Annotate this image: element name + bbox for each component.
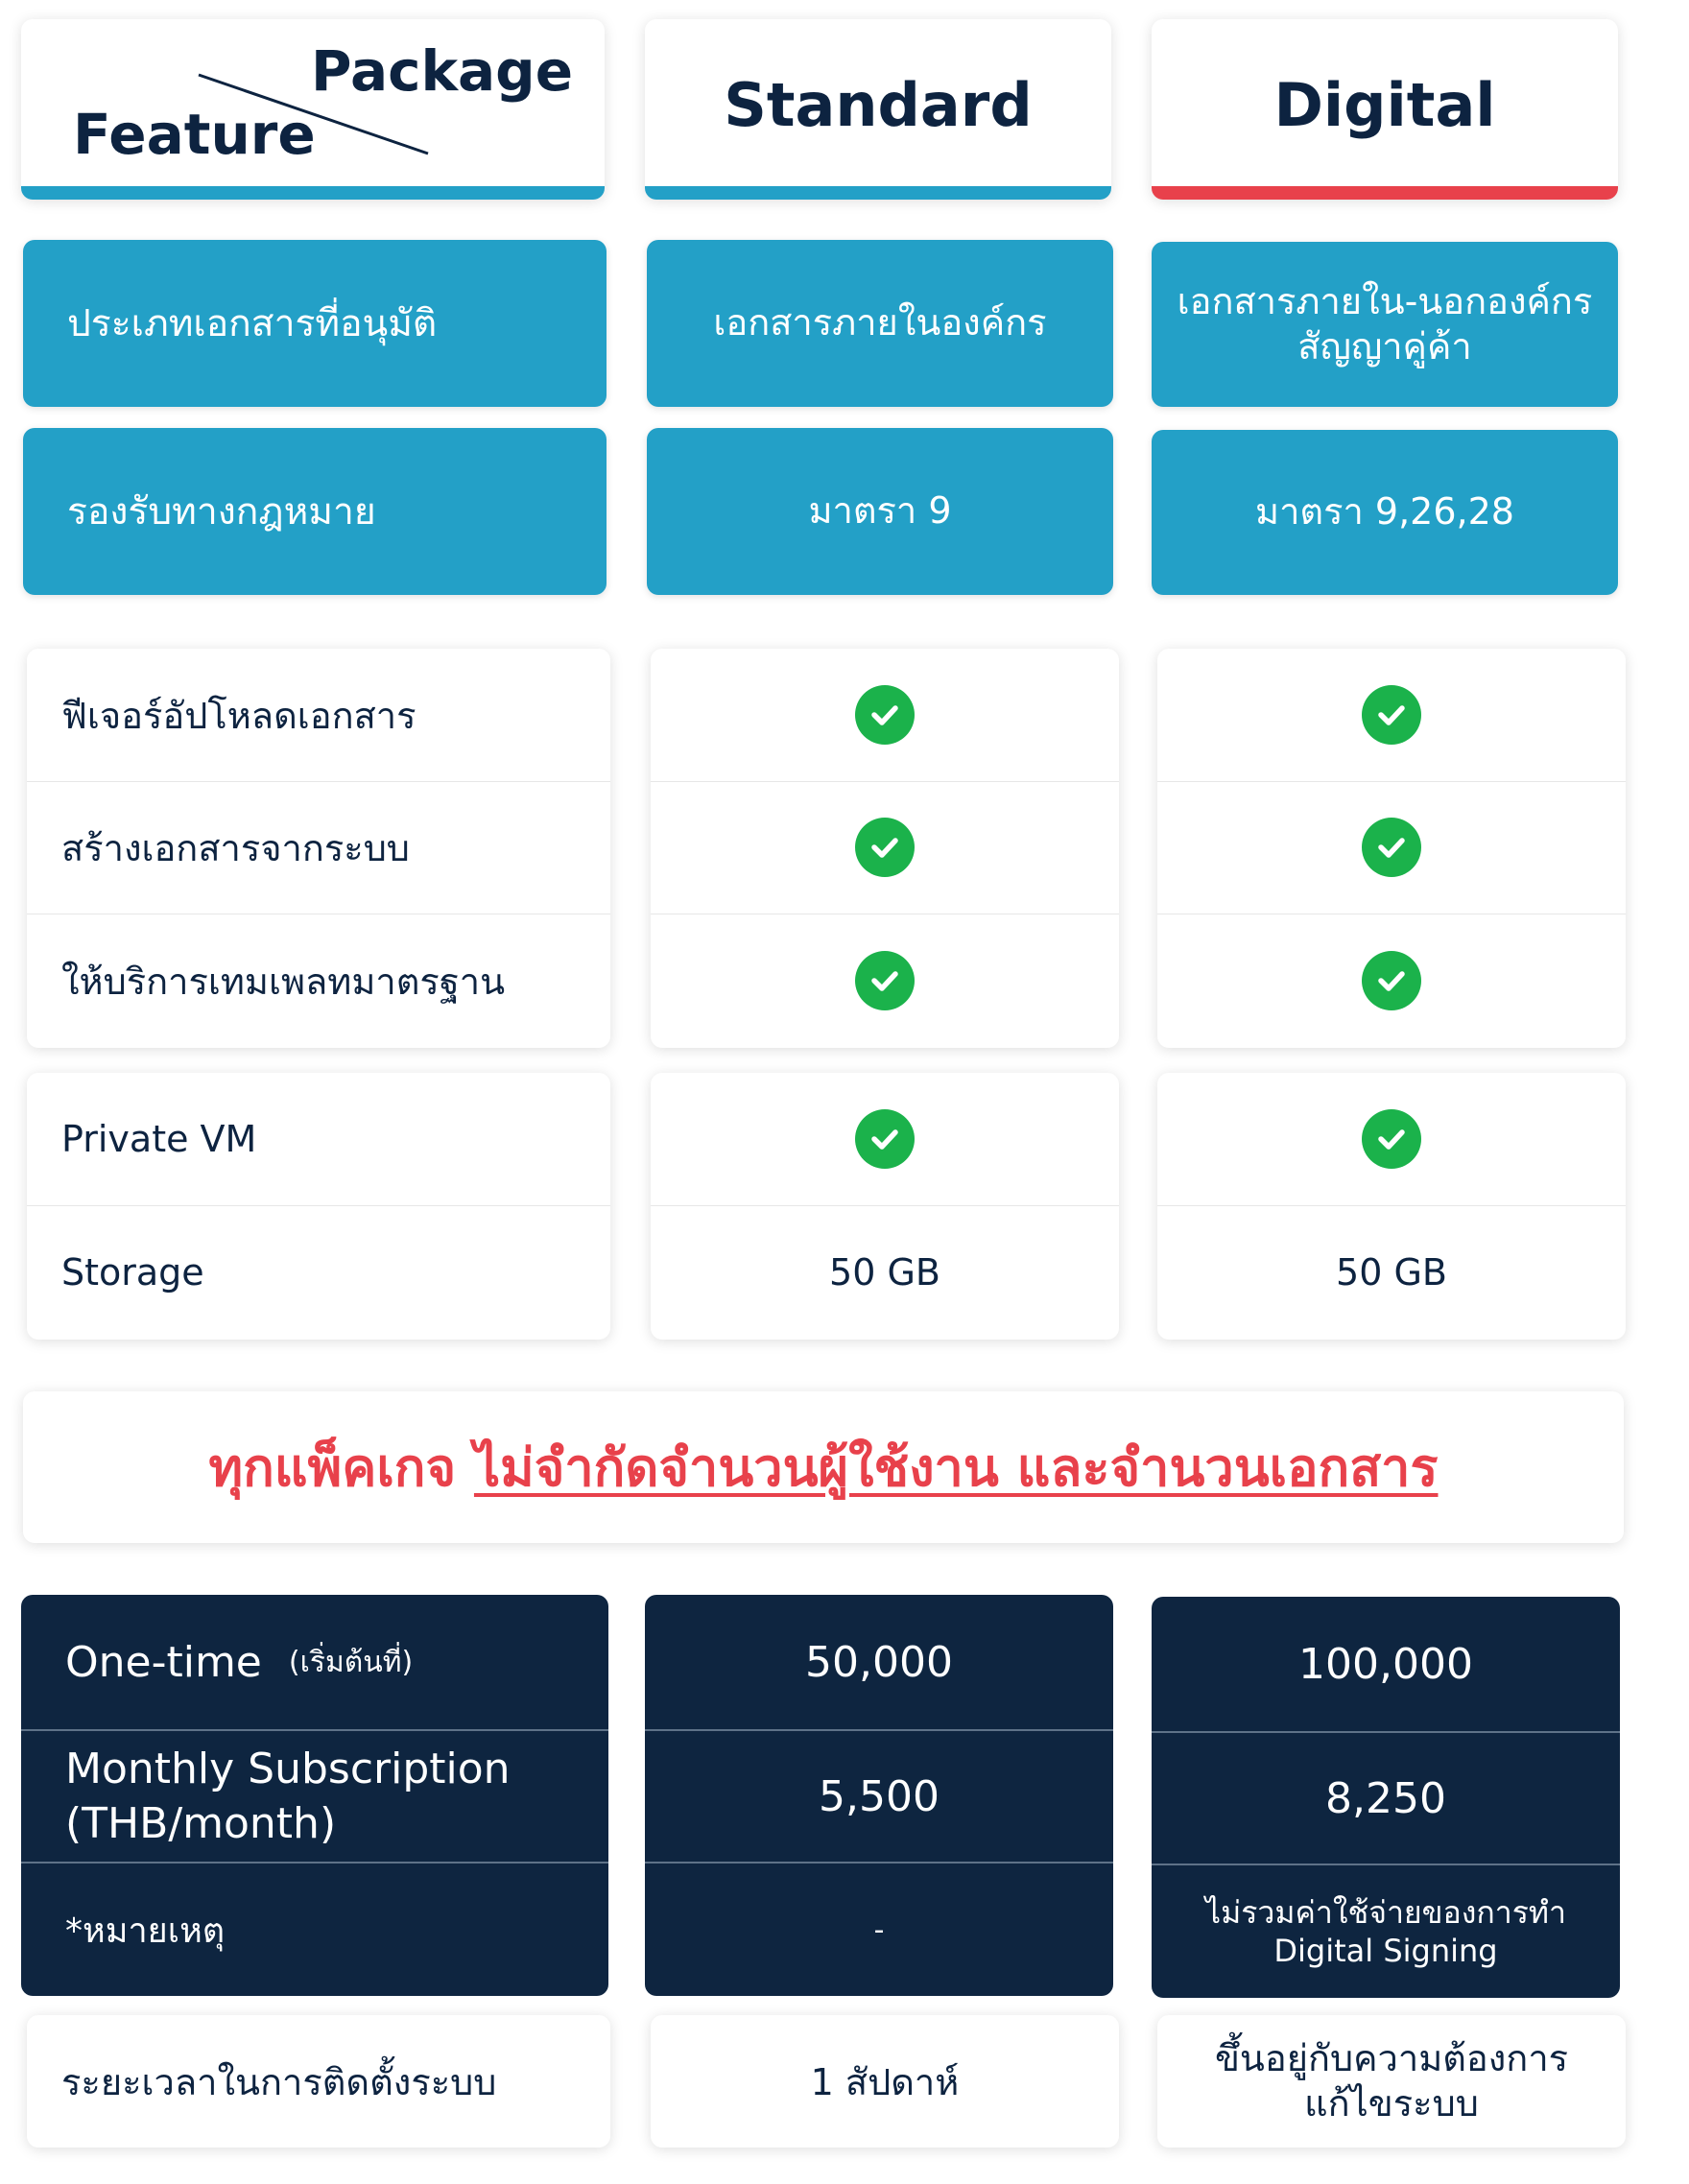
- standard-title: Standard: [724, 69, 1033, 140]
- feature-label: Feature: [73, 102, 316, 167]
- monthly-label-line1: Monthly Subscription: [65, 1744, 511, 1793]
- setup-digital-line1: ขึ้นอยู่กับความต้องการ: [1214, 2036, 1569, 2079]
- onetime-digital: 100,000: [1298, 1639, 1473, 1689]
- standard-header-card: [645, 19, 1111, 200]
- banner-prefix: ทุกแพ็คเกจ: [208, 1437, 474, 1498]
- note-standard: -: [873, 1912, 885, 1947]
- infra-digital-card: [1157, 1073, 1626, 1340]
- unlimited-banner: [23, 1391, 1624, 1543]
- storage-label: Storage: [61, 1251, 204, 1294]
- monthly-standard: 5,500: [819, 1771, 940, 1821]
- setup-standard-card: [651, 2015, 1119, 2148]
- note-digital-line2: Digital Signing: [1273, 1933, 1498, 1969]
- feature-upload-label: ฟีเจอร์อัปโหลดเอกสาร: [61, 694, 416, 737]
- features-label-card: [27, 649, 610, 1048]
- setup-label: ระยะเวลาในการติดตั้งระบบ: [61, 2060, 497, 2103]
- pricing-standard-card: [645, 1595, 1113, 1996]
- legal-standard: มาตรา 9: [647, 428, 1113, 595]
- infra-standard-card: [651, 1073, 1119, 1340]
- onetime-row: [21, 1595, 608, 1729]
- storage-digital: 50 GB: [1336, 1251, 1447, 1294]
- feature-template-digital: [1157, 914, 1626, 1048]
- banner-emphasis: ไม่จำกัดจำนวนผู้ใช้งาน และจำนวนเอกสาร: [473, 1437, 1439, 1498]
- check-icon: [855, 951, 915, 1010]
- infra-label-card: [27, 1073, 610, 1340]
- check-icon: [855, 1109, 915, 1169]
- feature-upload-standard: [651, 649, 1119, 781]
- private-vm-label: Private VM: [61, 1118, 257, 1160]
- feature-template-standard: [651, 914, 1119, 1048]
- doc-type-standard: เอกสารภายในองค์กร: [647, 240, 1113, 407]
- check-icon: [1362, 818, 1421, 877]
- feature-create-label: สร้างเอกสารจากระบบ: [61, 826, 410, 869]
- private-vm-digital: [1157, 1073, 1626, 1205]
- check-icon: [855, 685, 915, 745]
- doc-type-label: ประเภทเอกสารที่อนุมัติ: [23, 240, 607, 407]
- doc-type-digital-line2: สัญญาคู่ค้า: [1297, 325, 1472, 368]
- setup-digital-card: [1157, 2015, 1626, 2148]
- package-label: Package: [311, 38, 574, 104]
- note-digital: [1152, 1865, 1620, 1998]
- storage-standard: 50 GB: [829, 1251, 940, 1294]
- check-icon: [1362, 685, 1421, 745]
- features-digital-card: [1157, 649, 1626, 1048]
- feature-template-label: ให้บริการเทมเพลทมาตรฐาน: [61, 960, 506, 1003]
- corner-accent-bar: [21, 186, 605, 200]
- check-icon: [1362, 1109, 1421, 1169]
- digital-accent-bar: [1152, 186, 1618, 200]
- monthly-digital: 8,250: [1325, 1773, 1446, 1823]
- doc-type-digital: [1152, 242, 1618, 407]
- check-icon: [1362, 951, 1421, 1010]
- feature-create-standard: [651, 781, 1119, 914]
- digital-header-card: [1152, 19, 1618, 200]
- note-digital-line1: ไม่รวมค่าใช้จ่ายของการทำ: [1205, 1894, 1566, 1931]
- check-icon: [855, 818, 915, 877]
- setup-label-card: [27, 2015, 610, 2148]
- note-label: *หมายเหตุ: [65, 1911, 226, 1951]
- onetime-note: (เริ่มต้นที่): [288, 1645, 414, 1679]
- setup-digital-line2: แก้ไขระบบ: [1304, 2082, 1479, 2125]
- pricing-digital-card: [1152, 1597, 1620, 1998]
- onetime-label: One-time: [65, 1637, 262, 1687]
- legal-label: รองรับทางกฎหมาย: [23, 428, 607, 595]
- monthly-label-line2: (THB/month): [65, 1799, 337, 1848]
- digital-title: Digital: [1273, 69, 1496, 140]
- legal-digital: มาตรา 9,26,28: [1152, 430, 1618, 595]
- pricing-label-card: [21, 1595, 608, 1996]
- setup-digital: [1157, 2015, 1626, 2148]
- standard-accent-bar: [645, 186, 1111, 200]
- doc-type-digital-line1: เอกสารภายใน-นอกองค์กร: [1177, 279, 1593, 322]
- note-row: [21, 1864, 608, 1996]
- corner-header-card: [21, 19, 605, 200]
- onetime-standard: 50,000: [805, 1637, 953, 1687]
- features-standard-card: [651, 649, 1119, 1048]
- private-vm-standard: [651, 1073, 1119, 1205]
- monthly-row: [21, 1731, 608, 1862]
- feature-upload-digital: [1157, 649, 1626, 781]
- setup-standard: 1 สัปดาห์: [810, 2060, 960, 2103]
- feature-create-digital: [1157, 781, 1626, 914]
